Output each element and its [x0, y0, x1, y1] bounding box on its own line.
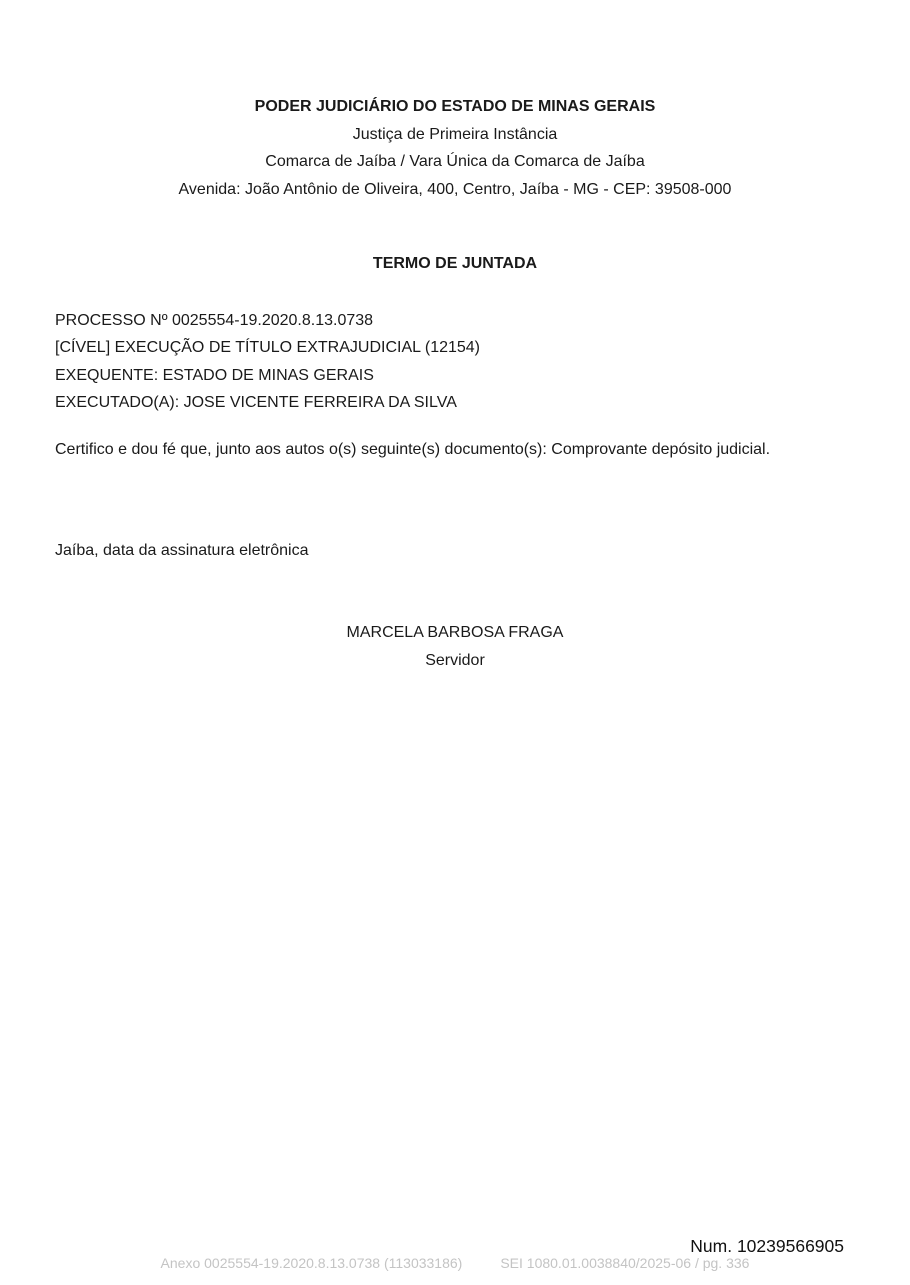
signature-block	[0, 619, 910, 674]
signer-name: MARCELA BARBOSA FRAGA	[346, 624, 564, 641]
case-class: [CÍVEL] EXECUÇÃO DE TÍTULO EXTRAJUDICIAL (12154)	[55, 339, 481, 357]
certification-text: Certifico e dou fé que, junto aos autos o(s) seguinte(s) documento(s): Comprovante depósito judicial.	[55, 441, 771, 458]
place-date: Jaíba, data da assinatura eletrônica	[55, 542, 309, 559]
sei-reference: SEI 1080.01.0038840/2025-06 / pg. 336	[500, 1255, 750, 1271]
defendant: EXECUTADO(A): JOSE VICENTE FERREIRA DA SILVA	[55, 393, 457, 411]
case-info	[55, 307, 480, 416]
plaintiff: EXEQUENTE: ESTADO DE MINAS GERAIS	[55, 366, 374, 384]
footer-stamp	[0, 1255, 910, 1271]
court-name: PODER JUDICIÁRIO DO ESTADO DE MINAS GERAIS	[254, 98, 656, 115]
document-title: TERMO DE JUNTADA	[372, 255, 538, 272]
process-number: PROCESSO Nº 0025554-19.2020.8.13.0738	[55, 312, 374, 329]
annex-reference: Anexo 0025554-19.2020.8.13.0738 (113033186)	[160, 1255, 463, 1271]
court-district: Comarca de Jaíba / Vara Única da Comarca de Jaíba	[265, 153, 645, 170]
signer-role: Servidor	[425, 651, 485, 669]
document-number: Num. 10239566905	[690, 1236, 844, 1256]
court-instance: Justiça de Primeira Instância	[352, 125, 558, 143]
court-header	[0, 93, 910, 203]
court-address: Avenida: João Antônio de Oliveira, 400, Centro, Jaíba - MG - CEP: 39508-000	[178, 180, 732, 198]
